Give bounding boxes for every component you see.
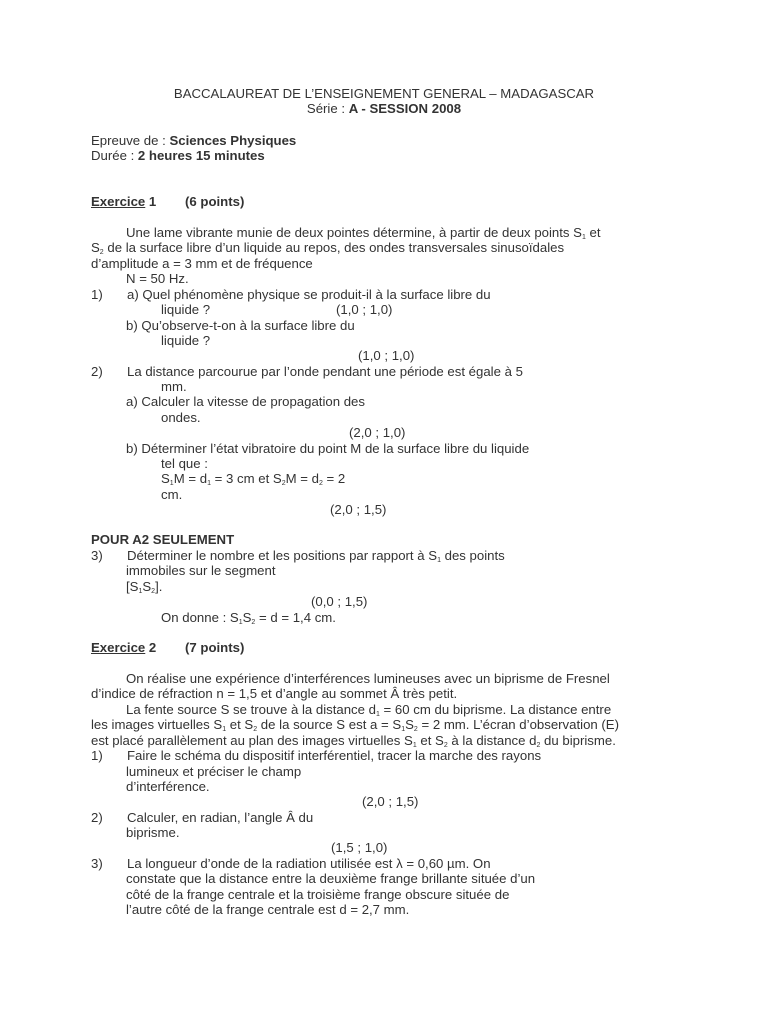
exam-duration: Durée : 2 heures 15 minutes xyxy=(91,148,265,163)
ex1-intro-line2: $S_2$ de la surface libre d’un liquide au repos, des ondes transversales sinusoïdales xyxy=(91,240,565,256)
a2-only-heading: POUR A2 SEULEMENT xyxy=(91,532,235,547)
ex1-q2b-equation-cont: cm. xyxy=(161,487,183,502)
ex1-intro-line4: N = 50 Hz. xyxy=(126,271,189,286)
ex1-q2: La distance parcourue par l’onde pendant une période est égale à 5 xyxy=(127,364,523,379)
ex1-q2a-points: (2,0 ; 1,0) xyxy=(349,425,406,440)
ex1-q2-number: 2) xyxy=(91,364,103,379)
ex2-q2-number: 2) xyxy=(91,810,103,825)
ex1-q3-points: (0,0 ; 1,5) xyxy=(311,594,368,609)
ex2-q1-number: 1) xyxy=(91,748,103,763)
ex2-q3-cont3: l’autre côté de la frange centrale est d = 2,7 mm. xyxy=(126,902,410,917)
ex2-q1-points: (2,0 ; 1,5) xyxy=(362,794,419,809)
ex1-q1b-points: (1,0 ; 1,0) xyxy=(358,348,415,363)
ex2-q3-number: 3) xyxy=(91,856,103,871)
exam-subject: Epreuve de : Sciences Physiques xyxy=(91,133,297,148)
ex1-q1-number: 1) xyxy=(91,287,103,302)
ex2-q2: Calculer, en radian, l’angle Â du xyxy=(127,810,314,825)
ex1-q2-cont: mm. xyxy=(161,379,187,394)
ex1-q2b-points: (2,0 ; 1,5) xyxy=(330,502,387,517)
exam-title: BACCALAUREAT DE L’ENSEIGNEMENT GENERAL – MADAGASCAR xyxy=(173,86,595,101)
exercise-2-points: (7 points) xyxy=(185,640,245,655)
ex2-intro-line4: les images virtuelles $S_1$ et $S_2$ de la source S est $a = S_1S_2 = 2$ mm. L’écran d’observation (E) xyxy=(91,717,619,733)
ex1-intro-line1: Une lame vibrante munie de deux pointes détermine, à partir de deux points $S_1$ et xyxy=(126,225,601,241)
exercise-1-title: Exercice 1 xyxy=(91,194,157,209)
exercise-2-title: Exercice 2 xyxy=(91,640,157,655)
ex2-q3-cont2: côté de la frange centrale et la troisième frange obscure située de xyxy=(126,887,510,902)
ex1-q2b-cont: tel que : xyxy=(161,456,208,471)
ex2-intro-line1: On réalise une expérience d’interférences lumineuses avec un biprisme de Fresnel xyxy=(126,671,610,686)
ex2-intro-line2: d’indice de réfraction n = 1,5 et d’angle au sommet Â très petit. xyxy=(91,686,458,701)
exam-series: Série : A - SESSION 2008 xyxy=(306,101,462,116)
ex1-q3: Déterminer le nombre et les positions par rapport à $S_1$ des points xyxy=(127,548,505,564)
ex2-q2-cont: biprisme. xyxy=(126,825,180,840)
ex2-intro-line5: est placé parallèlement au plan des images virtuelles $S_1$ et $S_2$ à la distance $d_2$ du biprisme. xyxy=(91,733,616,749)
ex2-intro-line3: La fente source S se trouve à la distance $d_1 = 60$ cm du biprisme. La distance entre xyxy=(126,702,612,718)
exercise-1-points: (6 points) xyxy=(185,194,245,209)
ex1-q3-given: On donne : $S_1S_2 = d = 1,4$ cm. xyxy=(161,610,336,626)
ex1-q1b: b) Qu’observe-t-on à la surface libre du xyxy=(126,318,355,333)
ex2-q3-cont1: constate que la distance entre la deuxième frange brillante située d’un xyxy=(126,871,536,886)
ex1-q2b-equation: $S_1M = d_1 = 3$ cm et $S_2M = d_2 = 2$ xyxy=(161,471,346,487)
ex1-q1b-cont: liquide ? xyxy=(161,333,211,348)
ex1-q1a-cont: liquide ? xyxy=(161,302,211,317)
ex1-q2a: a) Calculer la vitesse de propagation des xyxy=(126,394,365,409)
ex2-q2-points: (1,5 ; 1,0) xyxy=(331,840,388,855)
ex1-q2a-cont: ondes. xyxy=(161,410,201,425)
ex2-q3: La longueur d’onde de la radiation utilisée est λ = 0,60 µm. On xyxy=(127,856,491,871)
ex1-q3-cont1: immobiles sur le segment xyxy=(126,563,276,578)
ex1-q3-number: 3) xyxy=(91,548,103,563)
ex1-intro-line3: d’amplitude a = 3 mm et de fréquence xyxy=(91,256,313,271)
ex2-q1: Faire le schéma du dispositif interférentiel, tracer la marche des rayons xyxy=(127,748,542,763)
ex1-q1a: a) Quel phénomène physique se produit-il à la surface libre du xyxy=(127,287,491,302)
ex1-q2b: b) Déterminer l’état vibratoire du point M de la surface libre du liquide xyxy=(126,441,530,456)
ex1-q3-cont2: $[S_1S_2]$. xyxy=(126,579,163,595)
ex2-q1-cont2: d’interférence. xyxy=(126,779,210,794)
ex2-q1-cont1: lumineux et préciser le champ xyxy=(126,764,302,779)
ex1-q1a-points: (1,0 ; 1,0) xyxy=(336,302,393,317)
